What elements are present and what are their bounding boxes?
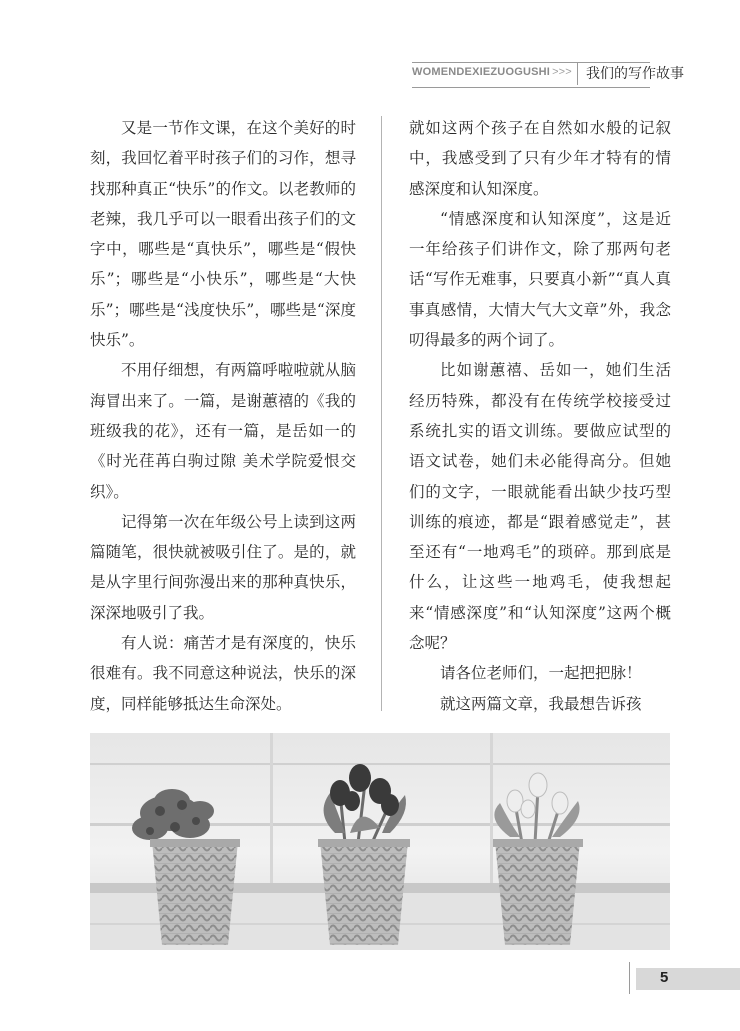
header-pinyin-text: WOMENDEXIEZUOGUSHI [412,66,551,78]
paragraph: 比如谢蕙禧、岳如一，她们生活经历特殊，都没有在传统学校接受过系统扎实的语文训练。要做应试型的语文试卷，她们未必能得高分。但她们的文字，一眼就能看出缺少技巧型训练的痕迹，都是“跟着感觉走”，甚至还有“一地鸡毛”的琐碎。那到底是什么，让这些一地鸡毛，使我想起来“情感深度”和“认知深度”这两个概念呢？ [409,361,671,653]
paragraph: 就如这两个孩子在自然如水般的记叙中，我感受到了只有少年才特有的情感深度和认知深度。 [409,119,671,198]
potted-plants-illustration [90,733,670,950]
column-divider [381,116,382,711]
paragraph: 记得第一次在年级公号上读到这两篇随笔，很快就被吸引住了。是的，就是从字里行间弥漫出来的那种真快乐，深深地吸引了我。 [90,512,356,622]
paragraph: 不用仔细想，有两篇呼啦啦就从脑海冒出来了。一篇，是谢蕙禧的《我的班级我的花》，还有一篇，是岳如一的《时光荏苒白驹过隙 美术学院爱恨交织》。 [90,361,356,501]
page-number: 5 [660,969,669,986]
paragraph: 就这两篇文章，我最想告诉孩 [440,694,642,713]
section-title: 我们的写作故事 [577,63,684,85]
right-column [409,113,671,719]
footer-divider [629,962,630,994]
header-arrows-icon: >>> [552,66,572,78]
header-pinyin [412,66,572,78]
paragraph: 请各位老师们，一起把把脉！ [440,664,642,683]
paragraph: 又是一节作文课，在这个美好的时刻，我回忆着平时孩子们的习作，想寻找那种真正“快乐”的作文。以老教师的老辣，我几乎可以一眼看出孩子们的文字中，哪些是“真快乐”，哪些是“假快乐”；哪些是“小快乐”，哪些是“大快乐”；哪些是“浅度快乐”，哪些是“深度快乐”。 [90,119,356,350]
potted-plants-photo [90,733,670,950]
footer-bar [636,968,740,990]
left-column [90,113,356,719]
paragraph: “情感深度和认知深度”，这是近一年给孩子们讲作文，除了那两句老话“写作无难事，只要真小新”“真人真事真感情，大情大气大文章”外，我念叨得最多的两个词了。 [409,209,671,350]
paragraph: 有人说：痛苦才是有深度的，快乐很难有。我不同意这种说法，快乐的深度，同样能够抵达生命深处。 [90,634,356,713]
